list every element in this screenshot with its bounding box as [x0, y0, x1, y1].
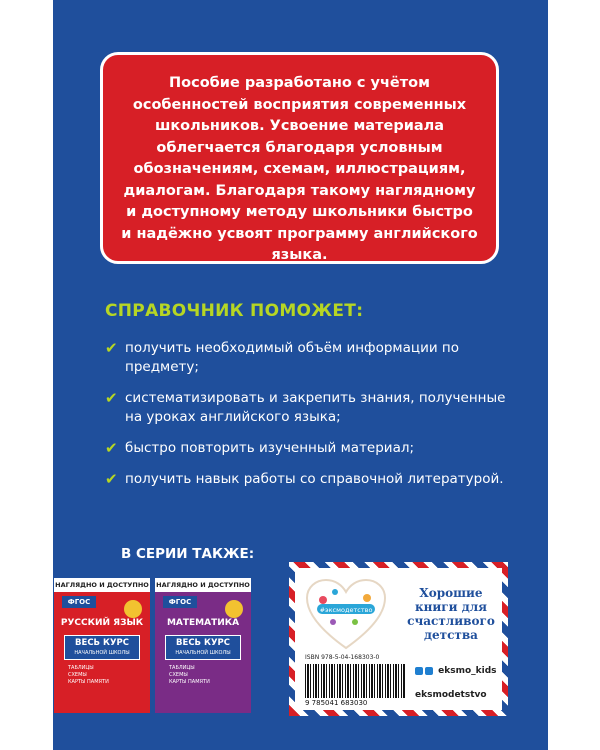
benefits-list	[105, 339, 525, 501]
check-icon: ✔	[105, 470, 118, 488]
description-text: Пособие разработано с учётом особенностей восприятия современных школьников. Усвоение материала облегчается благодаря условным обозначениям, схемам, иллюстрациям, диалогам. Благодаря такому наглядному и доступному методу школьники быстро и надёжно усвоят программу английского языка.	[121, 75, 478, 263]
isbn: ISBN 978-5-04-168303-0	[305, 654, 380, 661]
list-item: ✔ систематизировать и закрепить знания, полученные на уроках английского языка;	[105, 389, 506, 425]
fgos-badge: ФГОС	[62, 596, 96, 608]
course-box: ВЕСЬ КУРС НАЧАЛЬНОЙ ШКОЛЫ	[64, 635, 140, 660]
book-band: НАГЛЯДНО И ДОСТУПНО	[155, 578, 251, 592]
book-thumbnail-russian	[54, 578, 150, 713]
site-name: eksmodetstvo	[415, 690, 487, 700]
slogan: Хорошие книги для счастливого детства	[407, 586, 495, 642]
book-features: ТАБЛИЦЫ СХЕМЫ КАРТЫ ПАМЯТИ	[68, 665, 109, 685]
book-thumbnail-math	[155, 578, 251, 713]
svg-text:#эксмодетство: #эксмодетство	[319, 606, 373, 614]
course-box: ВЕСЬ КУРС НАЧАЛЬНОЙ ШКОЛЫ	[165, 635, 241, 660]
book-band: НАГЛЯДНО И ДОСТУПНО	[54, 578, 150, 592]
section-heading: СПРАВОЧНИК ПОМОЖЕТ:	[105, 301, 364, 321]
telegram-icon	[425, 667, 433, 675]
medal-icon	[225, 600, 243, 618]
publisher-card	[289, 562, 508, 716]
book-features: ТАБЛИЦЫ СХЕМЫ КАРТЫ ПАМЯТИ	[169, 665, 210, 685]
list-item: ✔ быстро повторить изученный материал;	[105, 439, 415, 457]
book-title: РУССКИЙ ЯЗЫК	[60, 618, 144, 628]
check-icon: ✔	[105, 389, 118, 407]
barcode	[305, 664, 405, 698]
list-item: ✔ получить необходимый объём информации по предмету;	[105, 339, 459, 375]
book-title: МАТЕМАТИКА	[166, 618, 240, 628]
barcode-number: 9 785041 683030	[305, 699, 368, 707]
social-handle: eksmo_kids	[415, 666, 497, 676]
series-label: В СЕРИИ ТАКЖЕ:	[121, 546, 255, 562]
description-box	[100, 52, 499, 264]
check-icon: ✔	[105, 439, 118, 457]
vk-icon	[415, 667, 423, 675]
check-icon: ✔	[105, 339, 118, 357]
heart-icon	[305, 578, 387, 650]
fgos-badge: ФГОС	[163, 596, 197, 608]
list-item: ✔ получить навык работы со справочной литературой.	[105, 470, 504, 488]
medal-icon	[124, 600, 142, 618]
